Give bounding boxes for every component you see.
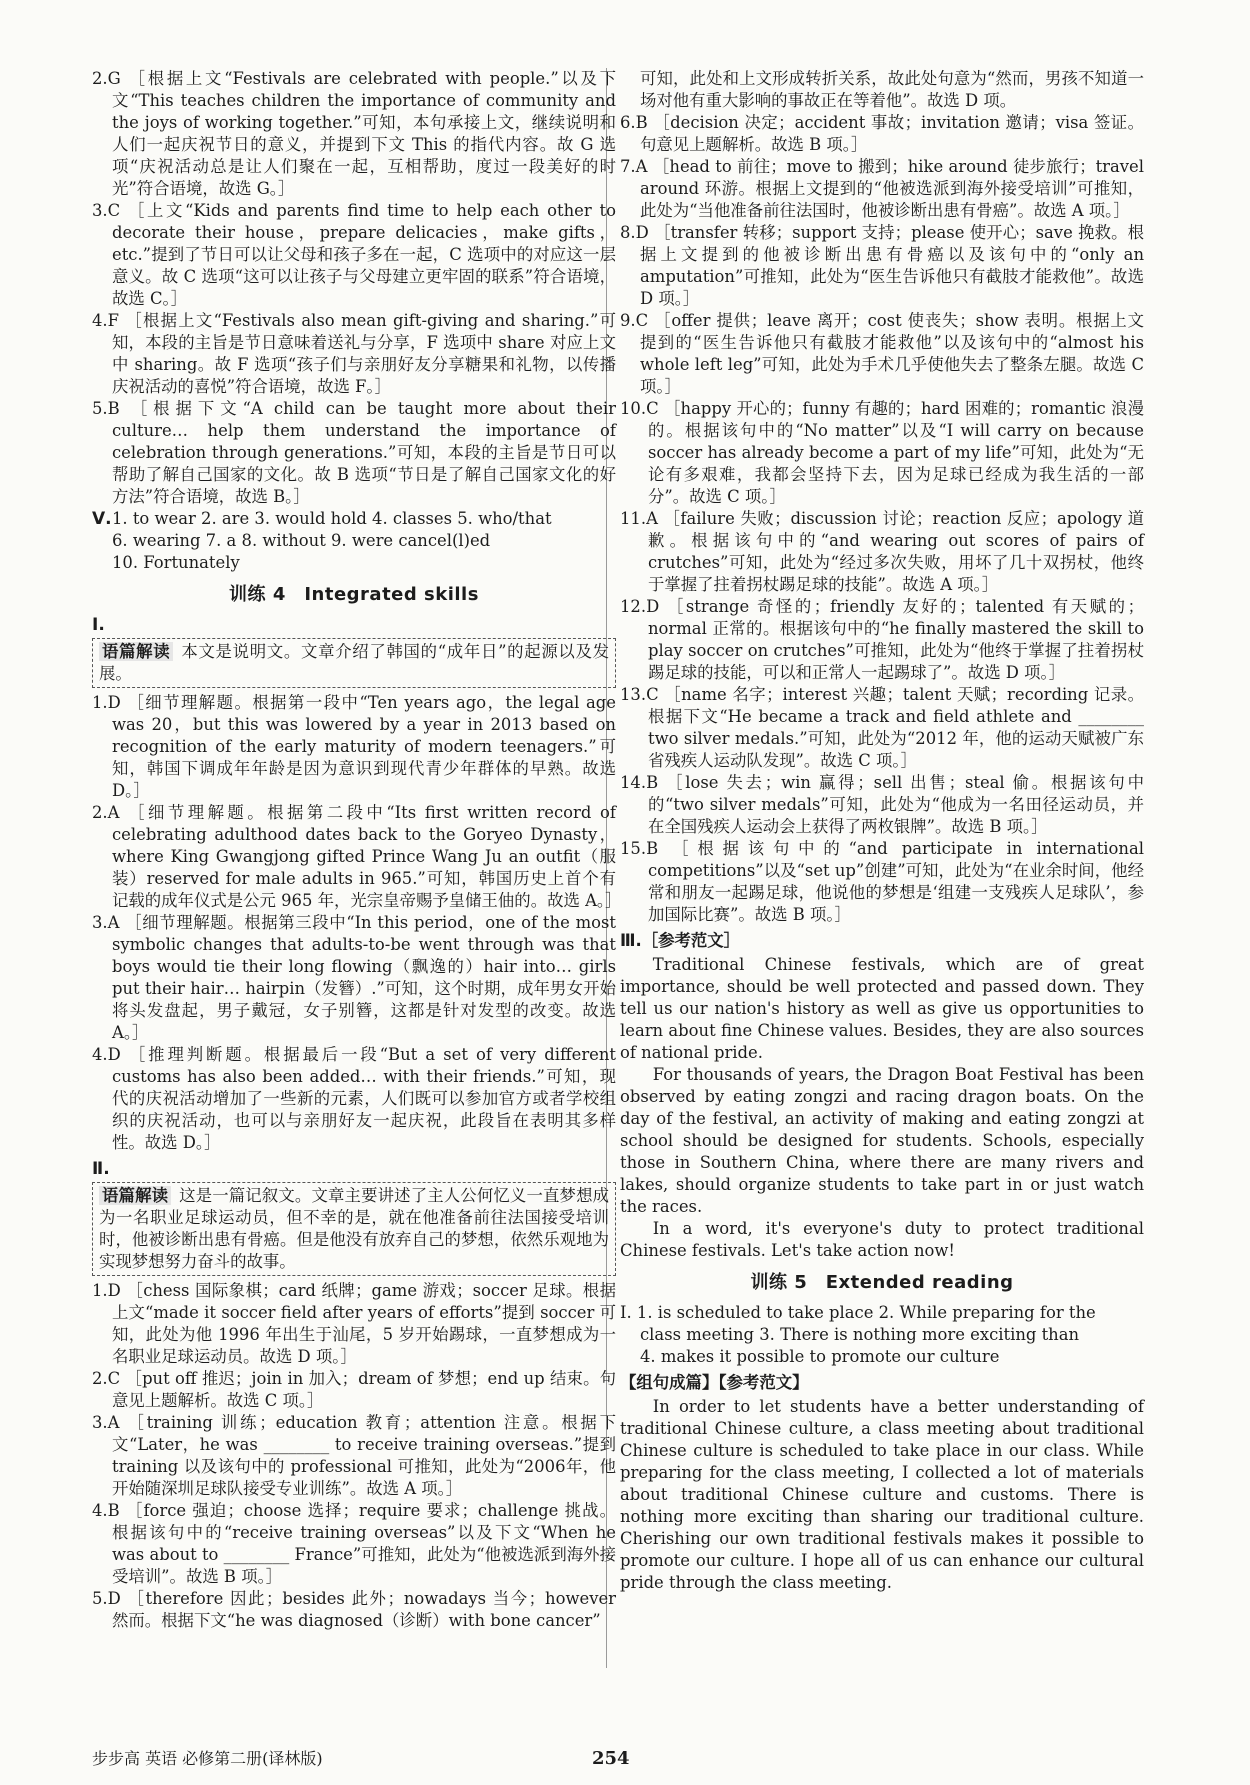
model-essay: [620, 954, 1144, 1262]
answer-item: 1.D ［细节理解题。根据第一段中“Ten years ago，the legal age was 20，but this was lowered by a year in 2013 based on recognition of the early maturity of modern teenagers.”可知，韩国下调成年年龄是因为意识到现代青少年群体的早熟。故选 D。］: [92, 693, 616, 800]
text-analysis-box: [92, 638, 616, 688]
answer-item: 2.A ［细节理解题。根据第二段中“Its first written record of celebrating adulthood dates back to the Goryeo Dynasty，where King Gwangjong gifted Prince Wang Ju an outfit（服装）reserved for male adults in 965.”可知，韩国历史上首个有记载的成年仪式是公元 965 年，光宗皇帝赐予皇储王伷的。故选 A。］: [92, 803, 622, 910]
section5-line: class meeting 3. There is nothing more exciting than: [640, 1325, 1080, 1344]
essay-paragraph: Traditional Chinese festivals, which are of great importance, should be well protected and passed down. They tell us our nation's history as well as give us opportunities to learn about fine Chinese values. Besides, they are also sources of national pride.: [620, 955, 1144, 1062]
answer-item: 13.C ［name 名字；interest 兴趣；talent 天赋；recording 记录。根据下文“He became a track and field athlete and ________ two silver medals.”可知，此处为“2012 年，他的运动天赋被广东省残疾人运动队发现”。故选 C 项。］: [620, 685, 1144, 770]
answer-item: 7.A ［head to 前往；move to 搬到；hike around 徒步旅行；travel around 环游。根据上文提到的“他被选派到海外接受培训”可推知，此处为“当他准备前往法国时，他被诊断出患有骨癌”。故选 A 项。］: [620, 157, 1144, 220]
section5-line: 4. makes it possible to promote our culture: [640, 1347, 1000, 1366]
part3-title: Ⅲ.［参考范文］: [620, 931, 741, 950]
answer-item: 2.G ［根据上文“Festivals are celebrated with people.”以及下文“This teaches children the importance of community and the joys of working together.”可知，本句承接上文，继续说明和人们一起庆祝节日的意义，并提到下文 This 的指代内容。故 G 选项“庆祝活动总是让人们聚在一起，互相帮助，度过一段美好的时光”符合语境，故选 G。］: [92, 69, 616, 198]
section5-answers: [620, 1302, 1144, 1368]
answer-item: 14.B ［lose 失去；win 赢得；sell 出售；steal 偷。根据该句中的“two silver medals”可知，此处为“他成为一名田径运动员，并在全国残疾人运动会上获得了两枚银牌”。故选 B 项。］: [620, 773, 1144, 836]
answer-item: 5.D ［therefore 因此；besides 此外；nowadays 当今；however 然而。根据下文“he was diagnosed（诊断）with bone cancer”: [92, 1589, 616, 1630]
answer-item: 2.C ［put off 推迟；join in 加入；dream of 梦想；end up 结束。句意见上题解析。故选 C 项。］: [92, 1369, 616, 1410]
analysis-text: 本文是说明文。文章介绍了韩国的“成年日”的起源以及发展。: [99, 642, 610, 683]
answer-item: 4.D ［推理判断题。根据最后一段“But a set of very different customs has also been added… with their friends.”可知，现代的庆祝活动增加了一些新的元素，人们既可以参加官方或者学校组织的庆祝活动，也可以与亲朋好友一起庆祝，此段旨在表明其多样性。故选 D。］: [92, 1045, 616, 1152]
page-number: 254: [592, 1748, 630, 1769]
answer-item-continued: 可知，此处和上文形成转折关系，故此处句意为“然而，男孩不知道一场对他有重大影响的事故正在等着他”。故选 D 项。: [640, 69, 1144, 110]
answer-item: 9.C ［offer 提供；leave 离开；cost 使丧失；show 表明。根据上文提到的“医生告诉他只有截肢才能救他”以及该句中的“almost his whole left leg”可知，此处为手术几乎使他失去了整条左腿。故选 C 项。］: [620, 311, 1144, 396]
section-v-numeral: Ⅴ.: [92, 509, 112, 529]
section-v-line: 10. Fortunately: [112, 553, 240, 572]
book-title: 步步高 英语 必修第二册(译林版): [92, 1749, 323, 1768]
answer-item: 12.D ［strange 奇怪的；friendly 友好的；talented 有天赋的；normal 正常的。根据该句中的“he finally mastered the skill to play soccer on crutches”可推知，此处为“他终于掌握了拄着拐杖踢足球的技能，可以和正常人一起踢球了”。故选 D 项。］: [620, 597, 1144, 682]
section-v-answers: [92, 508, 616, 574]
answer-item: 8.D ［transfer 转移；support 支持；please 使开心；save 挽救。根据上文提到的他被诊断出患有骨癌以及该句中的“only an amputation”可推知，此处为“医生告诉他只有截肢才能救他”。故选 D 项。］: [620, 223, 1144, 308]
answer-item: 4.B ［force 强迫；choose 选择；require 要求；challenge 挑战。根据该句中的“receive training overseas”以及下文“When he was about to ________ France”可推知，此处为“他被选派到海外接受培训”。故选 B 项。］: [92, 1501, 616, 1586]
answer-item: 3.A ［细节理解题。根据第三段中“In this period，one of the most symbolic changes that adults-to-be went through was that boys would tie their long flowing（飘逸的）hair into… girls put their hair… hairpin（发簪）.”可知，这个时期，成年男女开始将头发盘起，男子戴冠，女子别簪，这都是针对发型的改变。故选 A。］: [92, 913, 616, 1042]
section5-line: Ⅰ. 1. is scheduled to take place 2. While preparing for the: [620, 1303, 1096, 1322]
answer-item: 11.A ［failure 失败；discussion 讨论；reaction 反应；apology 道歉。根据该句中的“and wearing out scores of pairs of crutches”可知，此处为“经过多次失败，用坏了几十双拐杖，他终于掌握了拄着拐杖踢足球的技能”。故选 A 项。］: [620, 509, 1144, 594]
answer-item: 3.C ［上文“Kids and parents find time to help each other to decorate their house，prepare delicacies，make gifts，etc.”提到了节日可以让父母和孩子多在一起，C 选项中的对应这一层意义。故 C 选项“这可以让孩子与父母建立更牢固的联系”符合语境，故选 C。］: [92, 201, 616, 308]
answer-item: 10.C ［happy 开心的；funny 有趣的；hard 困难的；romantic 浪漫的。根据该句中的“No matter”以及“I will carry on because soccer has already become a part of my life”可知，此处为“无论有多艰难，我都会坚持下去，因为足球已经成为我生活的一部分”。故选 C 项。］: [620, 399, 1144, 506]
right-column: [620, 68, 1144, 1594]
answer-item: 4.F ［根据上文“Festivals also mean gift-giving and sharing.”可知，本段的主旨是节日意味着送礼与分享，F 选项中 share 对应上文中 sharing。故 F 选项“孩子们与亲朋好友分享糖果和礼物，以传播庆祝活动的喜悦”符合语境，故选 F。］: [92, 311, 616, 396]
part2-numeral: Ⅱ.: [92, 1159, 110, 1179]
essay-paragraph: In a word, it's everyone's duty to protect traditional Chinese festivals. Let's take action now!: [620, 1219, 1144, 1260]
composition-paragraph: In order to let students have a better understanding of traditional Chinese culture, a class meeting about traditional Chinese culture is scheduled to take place in our class. While preparing for the class meeting, I collected a lot of materials about traditional Chinese culture and customs. There is nothing more exciting than sharing our traditional culture. Cherishing our own traditional festivals makes it possible to promote our culture. I hope all of us can enhance our cultural pride through the class meeting.: [620, 1397, 1144, 1592]
analysis-tag: 语篇解读: [99, 642, 173, 661]
answer-item: 3.A ［training 训练；education 教育；attention 注意。根据下文“Later，he was ________ to receive training overseas.”提到 training 以及该句中的 professional 可推知，此处为“2006年，他开始随深圳足球队接受专业训练”。故选 A 项。］: [92, 1413, 616, 1498]
answer-item: 1.D ［chess 国际象棋；card 纸牌；game 游戏；soccer 足球。根据上文“made it soccer field after years of efforts”提到 soccer 可知，此处为他 1996 年出生于汕尾，5 岁开始踢球，一直梦想成为一名职业足球运动员。故选 D 项。］: [92, 1281, 616, 1366]
left-column: [92, 68, 622, 1632]
section-v-line: 1. to wear 2. are 3. would hold 4. classes 5. who/that: [112, 509, 552, 528]
text-analysis-box: [92, 1182, 616, 1276]
essay-paragraph: For thousands of years, the Dragon Boat Festival has been observed by eating zongzi and racing dragon boats. On the day of the festival, an activity of making and eating zongzi at school should be designed for students. Schools, especially those in Southern China, where there are many rivers and lakes, should organize students to take part in or just watch the races.: [620, 1065, 1144, 1216]
answer-item: 5.B ［根据下文“A child can be taught more about their culture… help them understand the importance of celebration through generations.”可知，本段的主旨是节日可以帮助了解自己国家的文化。故 B 选项“节日是了解自己国家文化的好方法”符合语境，故选 B。］: [92, 399, 616, 506]
training4-title: 训练 4 Integrated skills: [229, 584, 479, 605]
analysis-tag: 语篇解读: [99, 1186, 171, 1205]
answer-item: 15.B ［根据该句中的“and participate in international competitions”以及“set up”创建”可知，此处为“在业余时间，他经常和朋友一起踢足球，他说他的梦想是‘组建一支残疾人足球队’，参加国际比赛”。故选 B 项。］: [620, 839, 1144, 924]
answer-item: 6.B ［decision 决定；accident 事故；invitation 邀请；visa 签证。句意见上题解析。故选 B 项。］: [620, 113, 1144, 154]
training5-title: 训练 5 Extended reading: [750, 1272, 1014, 1293]
composition-essay: [620, 1396, 1144, 1594]
analysis-text: 这是一篇记叙文。文章主要讲述了主人公何忆义一直梦想成为一名职业足球运动员，但不幸的是，就在他准备前往法国接受培训时，他被诊断出患有骨癌。但是他没有放弃自己的梦想，依然乐观地为实现梦想努力奋斗的故事。: [99, 1186, 610, 1271]
composition-title: 【组句成篇】【参考范文】: [620, 1373, 809, 1392]
section-v-line: 6. wearing 7. a 8. without 9. were cancel(l)ed: [112, 531, 491, 550]
part1-numeral: Ⅰ.: [92, 615, 105, 635]
